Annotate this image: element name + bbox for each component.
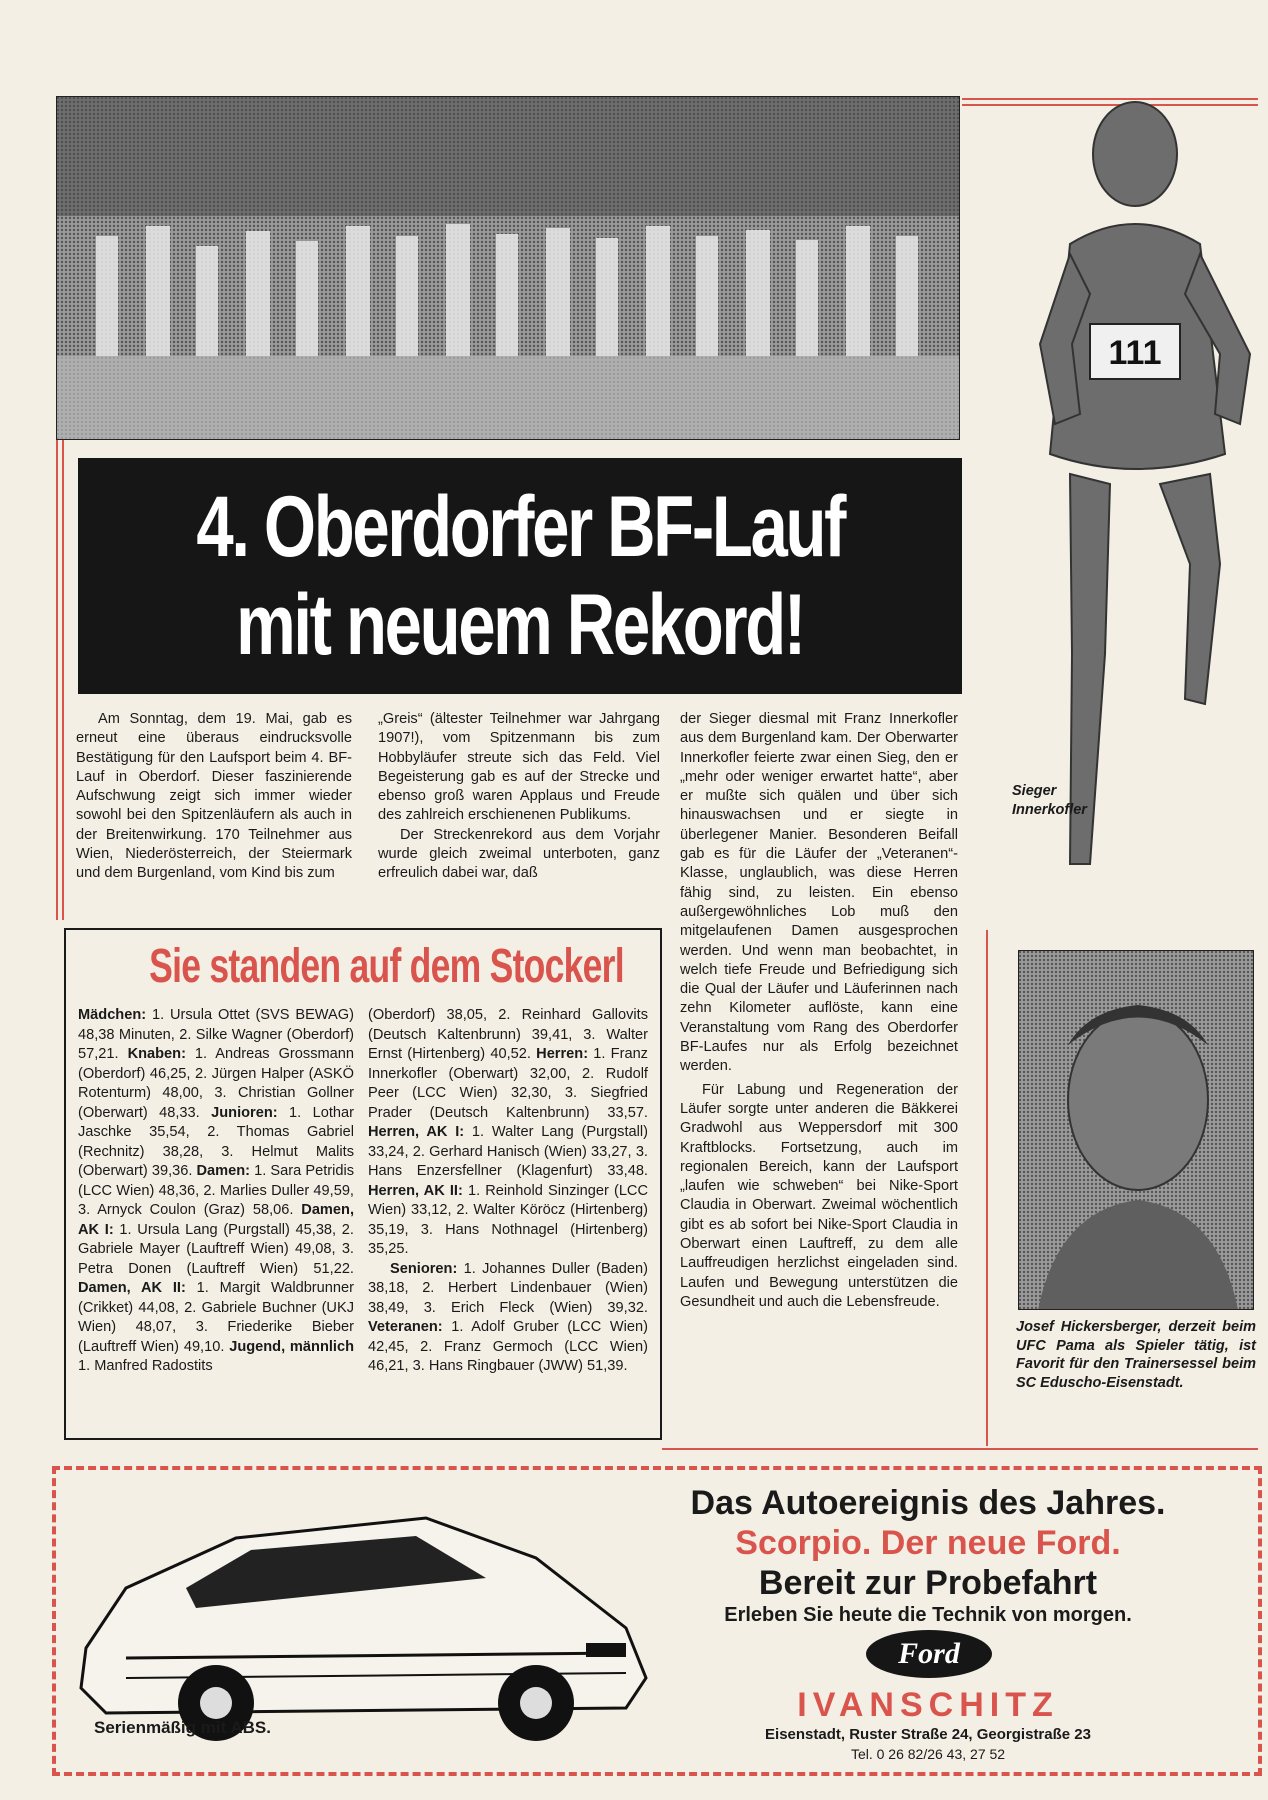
results-category-label: Knaben: [127,1046,186,1062]
headline-line-2: mit neuem Rekord! [236,577,804,673]
results-title: Sie standen auf dem Stockerl [149,940,624,993]
article-paragraph: „Greis“ (ältester Teilnehmer war Jahrgang 1907!), vom Spitzenmann bis zum Hobbyläufer streute sich das Feld. Viel Begeisterung gab es auf der Strecke und ebenso groß waren Applaus und Freude des zahlreich erschienenen Publikums. [378,711,660,824]
article-paragraph: Für Labung und Regeneration der Läufer sorgte unter anderen die Bäkkerei Gradwohl aus Weppersdorf mit 300 Kraftblocks. Fortsetzung, auch im regionalen Bereich, kann der Laufsport „laufen wie schweben“ bei Nike-Sport Claudia in Oberwart. Zweimal wöchentlich gibt es ab sofort bei Nike-Sport Claudia in Oberwart einen Lauftreff, zu dem alle Lauffreudigen herzlichst eingeladen sind. Laufen und Bewegung unterstützen die Gesundheit und auch die Lebensfreude. [680,1081,958,1310]
results-entry-text: 1. Margit Waldbrunner (Crikket) 44,08, 2. Gabriele Buchner (UKJ Wien) 48,07, 3. Friederike Bieber (Lauftreff Wien) 49,10. [78,1280,354,1355]
ford-scorpio-car-illustration [66,1478,666,1748]
race-start-photo [56,96,960,440]
results-entry-text: 1. Johannes Duller (Baden) 38,18, 2. Herbert Lindenbauer (Wien) 38,49, 3. Erich Fleck (Wien) 39,32. [368,1260,648,1316]
results-entry-text: 1. Lothar Jaschke 35,54, 2. Thomas Gabriel (Rechnitz) 38,28, 3. Helmut Malits (Oberwart) 39,36. [78,1104,354,1179]
results-entry-text: 1. Sara Petridis (LCC Wien) 48,36, 2. Marlies Duller 49,59, 3. Arnyck Coulon (Graz) 58,06. [78,1163,355,1218]
results-category-label: Herren: [536,1046,589,1062]
article-paragraph: der Sieger diesmal mit Franz Innerkofler aus dem Burgenland kam. Der Oberwarter Innerkofler feierte zwar einen Sieg, den er „mehr oder weniger erwartet hatte“, aber er mußte sich quälen und über sich hinauswachsen und er siegte in überlegener Manier. Besonderen Beifall gab es für die Läufer der „Veteranen“-Klasse, unglaublich, was diese Herren fähig sind, zu leisten. Ein ebenso außergewöhnliches Lob muß den mitgelaufenen Damen ausgesprochen werden. Und wenn man beobachtet, in welch tiefe Freude und Befriedigung sich die Qual der Läufer und Läuferinnen nach zehn Kilometer auflöste, kann eine Veranstaltung vom Rang des Oberdorfer BF-Laufes nur als Erfolg bezeichnet werden. [680,711,958,1075]
ford-logo [866,1630,992,1678]
results-category-label: Mädchen: [78,1007,147,1023]
article-column-2 [378,710,660,884]
results-text [78,1006,354,1377]
red-rule-left [56,440,58,920]
results-entry-text: 1. Ursula Ottet (SVS BEWAG) 48,38 Minuten, 2. Silke Wagner (Oberdorf) 57,21. [78,1007,354,1062]
article-column-1 [76,710,352,884]
dealer-name: IVANSCHITZ [797,1686,1059,1724]
article-column-3 [680,710,958,1312]
dealer-address: Eisenstadt, Ruster Straße 24, Georgistraße 23 [765,1726,1091,1743]
results-entry-text: 1. Walter Lang (Purgstall) 33,24, 2. Gerhard Hanisch (Wien) 33,27, 3. Hans Enzersfellner (Klagenfurt) 33,48. [368,1124,648,1179]
caption-hickersberger [1016,1318,1256,1392]
results-category-label: Jugend, männlich [229,1338,354,1355]
results-text [368,1260,648,1377]
results-category-label: Damen: [196,1163,251,1179]
caption-winner [1012,782,1122,819]
article-paragraph: Der Streckenrekord aus dem Vorjahr wurde gleich zweimal unterboten, ganz erfreulich dabei war, daß [378,826,660,882]
ad-headline: Das Autoereignis des Jahres. [690,1484,1166,1522]
results-entry-text: 1. Andreas Grossmann (Oberdorf) 46,25, 2. Jürgen Halper (ASKÖ Rotenturm) 48,00, 3. Christian Gollner (Oberwart) 48,33. [78,1046,355,1121]
ad-abs-text: Serienmäßig mit ABS. [94,1718,271,1737]
results-category-label: Damen, AK I: [78,1202,354,1238]
ad-tagline: Erleben Sie heute die Technik von morgen. [724,1604,1132,1626]
results-entry-text: (Oberdorf) 38,05, 2. Reinhard Gallovits (Deutsch Kaltenbrunn) 39,41, 3. Walter Ernst (Hirtenberg) 40,52. [368,1007,648,1062]
article-paragraph: Am Sonntag, dem 19. Mai, gab es erneut eine überaus eindrucksvolle Bestätigung für den Laufsport beim 4. BF-Lauf in Oberdorf. Dieser faszinierende Aufschwung zeigt sich immer wieder sowohl bei den Spitzenläufern als auch in der Breitenwirkung. 170 Teilnehmer aus Wien, Niederösterreich, der Steiermark und dem Burgenland, vom Kind bis zum [76,711,352,882]
results-category-label: Junioren: [211,1104,278,1121]
results-column-left [78,1006,354,1377]
dealer-phone: Tel. 0 26 82/26 43, 27 52 [850,1746,1006,1762]
results-category-label: Herren, AK I: [368,1124,465,1140]
ford-logo-text: Ford [898,1637,960,1670]
hickersberger-photo [1018,950,1254,1310]
red-rule-bottom [662,1448,1258,1450]
results-entry-text: 1. Ursula Lang (Purgstall) 45,38, 2. Gabriele Mayer (Lauftreff Wien) 49,08, 3. Petra Donen (Lauftreff Wien) 51,22. [78,1221,354,1277]
results-category-label: Damen, AK II: [78,1280,186,1296]
results-category-label: Senioren: [390,1260,458,1277]
ad-test-drive: Bereit zur Probefahrt [758,1564,1098,1602]
results-entry-text: 1. Manfred Radostits [78,1358,213,1374]
caption-winner-text: Sieger Innerkofler [1012,783,1087,818]
red-rule-right-photo [986,930,988,1446]
caption-hickersberger-text: Josef Hickersberger, derzeit beim UFC Pama als Spieler tätig, ist Favorit für den Trainersessel beim SC Eduscho-Eisenstadt. [1016,1319,1256,1391]
headline-box [78,458,962,694]
results-entry-text: 1. Adolf Gruber (LCC Wien) 42,45, 2. Franz Germoch (LCC Wien) 46,21, 3. Hans Ringbauer (JWW) 51,39. [368,1319,648,1374]
results-column-right [368,1006,648,1377]
results-category-label: Herren, AK II: [368,1182,463,1199]
ad-model-line: Scorpio. Der neue Ford. [735,1524,1121,1562]
results-entry-text: 1. Franz Innerkofler (Oberwart) 32,00, 2. Rudolf Peer (LCC Wien) 32,30, 3. Siegfried Prader (Deutsch Kaltenbrunn) 33,57. [368,1046,648,1121]
results-entry-text: 1. Reinhold Sinzinger (LCC Wien) 33,12, 2. Walter Köröcz (Hirtenberg) 35,19, 3. Hans Nothnagel (Hirtenberg) 35,25. [368,1182,649,1257]
red-rule-left-2 [62,440,64,920]
results-box [64,928,662,1440]
results-text [368,1006,648,1260]
headline-line-1: 4. Oberdorfer BF-Lauf [196,479,844,575]
bib-number: 111 [1108,334,1162,372]
results-category-label: Veteranen: [368,1319,443,1335]
